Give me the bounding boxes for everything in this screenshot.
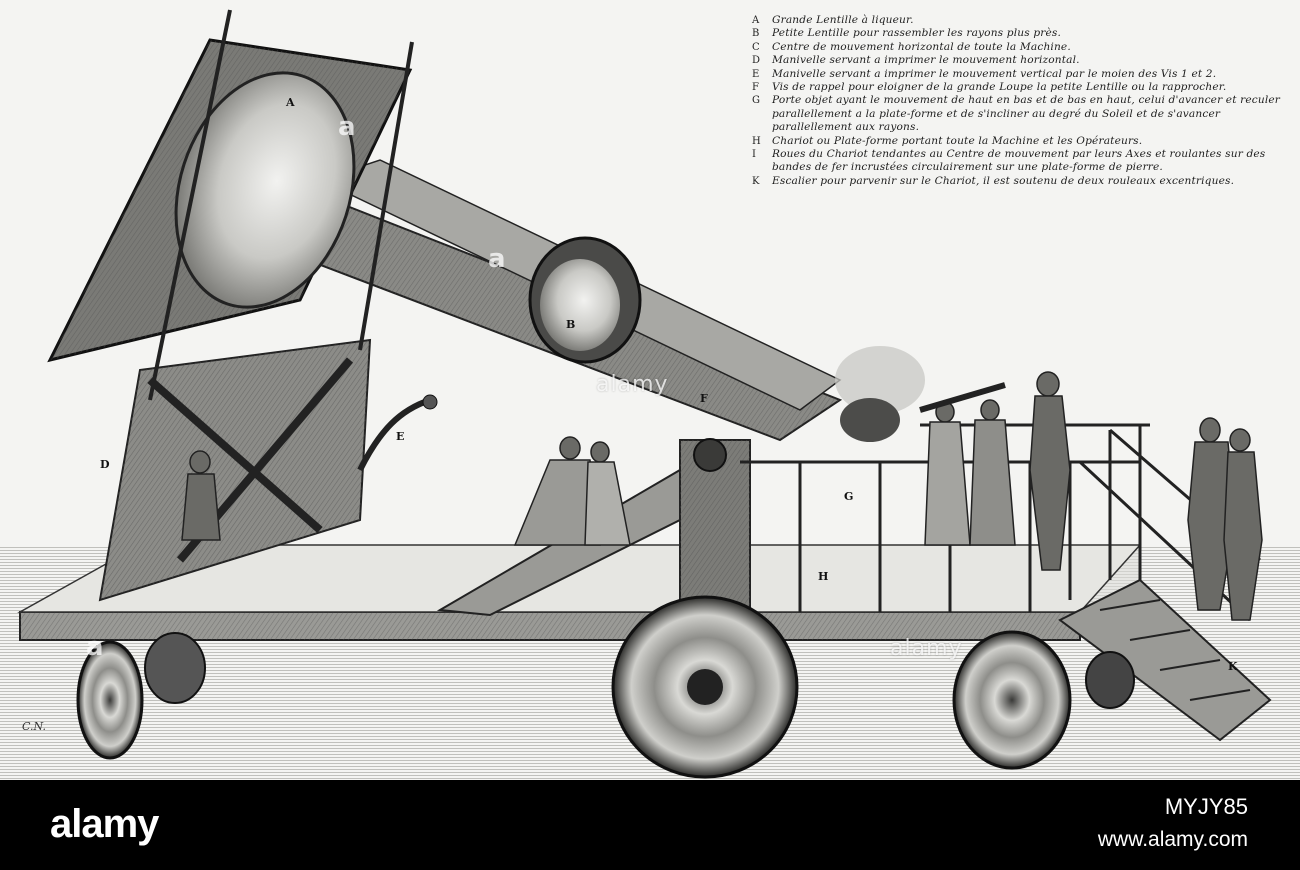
legend-item	[752, 175, 1292, 188]
legend-key: C	[752, 41, 760, 53]
legend-key: H	[752, 135, 761, 147]
legend-text: Centre de mouvement horizontal de toute la Machine.	[772, 40, 1071, 53]
legend-text: Petite Lentille pour rassembler les rayons plus près.	[772, 27, 1061, 40]
watermark-text: alamy	[890, 636, 963, 661]
artist-signature: C.N.	[22, 720, 46, 733]
figure-letter-d: D	[100, 458, 110, 471]
image-id: MYJY85	[1164, 794, 1248, 819]
figure-letter-e: E	[396, 430, 405, 443]
legend-key: B	[752, 28, 760, 40]
legend-text: Vis de rappel pour eloigner de la grande Loupe la petite Lentille ou la rapprocher.	[772, 81, 1227, 94]
legend-key: D	[752, 55, 761, 67]
legend-text: Manivelle servant a imprimer le mouvement horizontal.	[772, 54, 1080, 67]
legend-item	[752, 81, 1292, 94]
alamy-logo: alamy	[50, 802, 159, 846]
legend-text: Chariot ou Plate-forme portant toute la Machine et les Opérateurs.	[772, 134, 1143, 147]
figure-legend	[752, 14, 1292, 188]
crank-handle	[360, 400, 430, 470]
legend-item	[752, 41, 1292, 54]
legend-item	[752, 68, 1292, 81]
watermark-logo: a	[488, 244, 506, 274]
legend-item	[752, 54, 1292, 67]
legend-item	[752, 94, 1292, 134]
stock-footer-bar	[0, 780, 1300, 870]
legend-item	[752, 14, 1292, 27]
watermark-logo: a	[338, 112, 356, 142]
site-url[interactable]: www.alamy.com	[1097, 828, 1248, 851]
figure-letter-f: F	[700, 392, 708, 405]
figure-letter-k: K	[1228, 660, 1238, 673]
figure-letter-g: G	[844, 490, 854, 503]
figure-letter-b: B	[566, 318, 576, 331]
legend-text: Escalier pour parvenir sur le Chariot, il est soutenu de deux rouleaux excentriques.	[772, 174, 1235, 187]
legend-key: E	[752, 68, 760, 80]
rear-wheel	[954, 632, 1070, 768]
figure-letter-a: A	[286, 96, 295, 109]
legend-key: I	[752, 149, 757, 161]
legend-item	[752, 27, 1292, 40]
watermark-text: alamy	[596, 372, 669, 397]
legend-key: F	[752, 82, 760, 94]
legend-key: K	[752, 175, 760, 187]
legend-item	[752, 148, 1292, 175]
watermark-logo: a	[86, 632, 104, 662]
legend-key: G	[752, 95, 761, 107]
figure-letter-h: H	[818, 570, 829, 583]
legend-text: Roues du Chariot tendantes au Centre de mouvement par leurs Axes et roulantes sur des bandes de fer incrustées circulairement sur une plate-forme de pierre.	[772, 148, 1266, 174]
legend-text: Manivelle servant a imprimer le mouvement vertical par le moien des Vis 1 et 2.	[772, 67, 1217, 80]
legend-text: Grande Lentille à liqueur.	[772, 14, 914, 26]
legend-text: Porte objet ayant le mouvement de haut en bas et de bas en haut, celui d'avancer et reculer parallellement a la plate-forme et de s'incliner au degré du Soleil et de s'avancer parallellement aux rayons.	[772, 94, 1281, 134]
legend-item	[752, 135, 1292, 148]
legend-key: A	[752, 15, 760, 26]
